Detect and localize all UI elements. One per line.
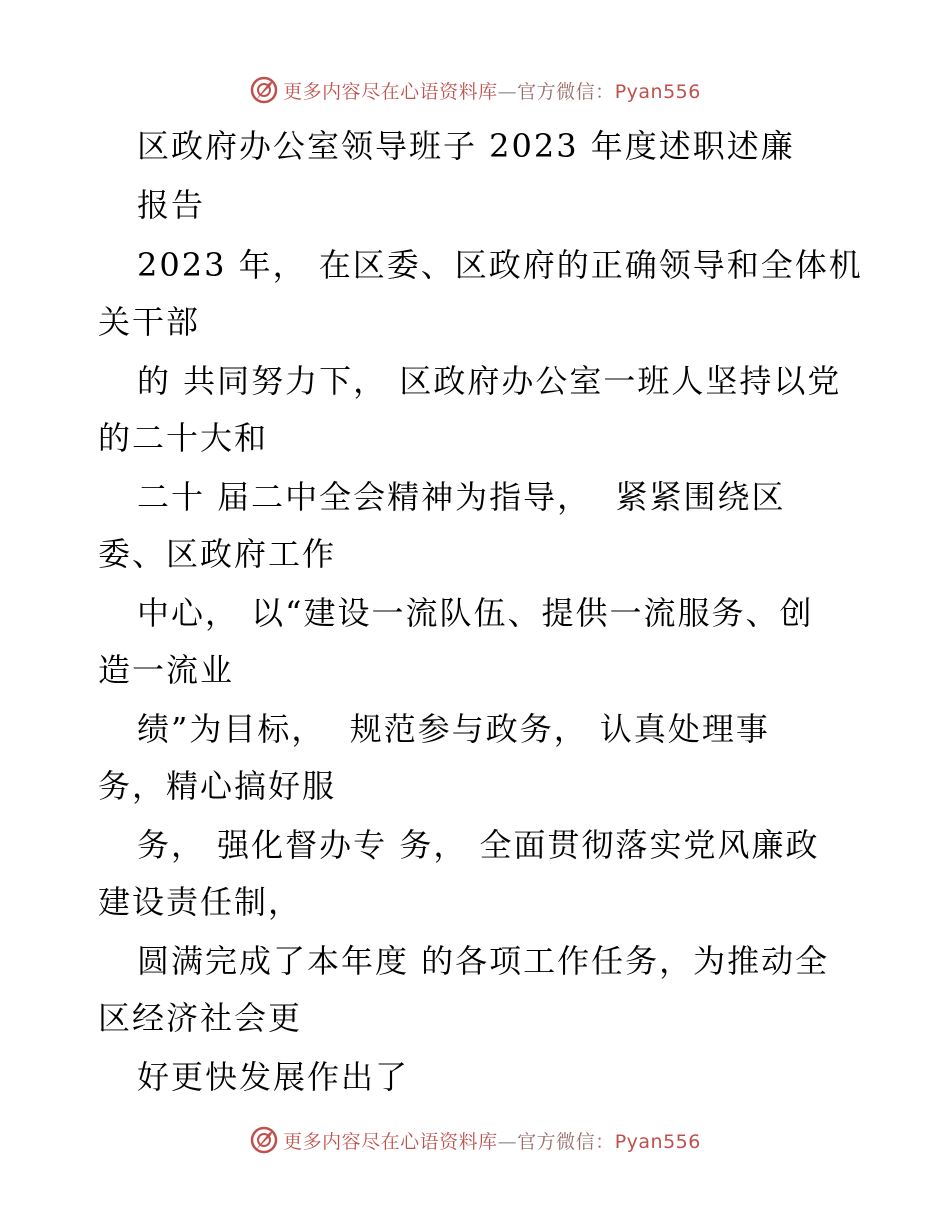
paragraph-line: 务， 强化督办专 务， 全面贯彻落实党风廉政 xyxy=(137,826,820,864)
paragraph-line: 的 共同努力下， 区政府办公室一班人坚持以党 xyxy=(137,362,842,400)
document-title-line-1: 区政府办公室领导班子 2023 年度述职述廉 xyxy=(137,127,795,165)
watermark-text: 更多内容尽在心语资料库—官方微信：Pyan556 xyxy=(283,80,701,103)
paragraph-line: 建设责任制， xyxy=(98,883,303,921)
quill-logo-icon xyxy=(249,75,279,105)
watermark-footer xyxy=(0,1120,950,1160)
document-title-line-2: 报告 xyxy=(137,186,206,224)
paragraph-line: 二十 届二中全会精神为指导， 紧紧围绕区 xyxy=(137,478,786,516)
watermark-header xyxy=(0,70,950,110)
paragraph-line: 造一流业 xyxy=(98,651,235,689)
quill-logo-icon xyxy=(249,1125,279,1155)
watermark-text: 更多内容尽在心语资料库—官方微信：Pyan556 xyxy=(283,1130,701,1153)
paragraph-line: 圆满完成了本年度 的各项工作任务，为推动全 xyxy=(137,942,830,980)
paragraph-line: 区经济社会更 xyxy=(98,999,303,1037)
paragraph-line: 中心， 以“建设一流队伍、提供一流服务、创 xyxy=(137,594,814,632)
paragraph-line: 好更快发展作出了 xyxy=(137,1058,410,1096)
paragraph-line: 委、区政府工作 xyxy=(98,535,337,573)
paragraph-line: 务，精心搞好服 xyxy=(98,767,337,805)
paragraph-line: 绩”为目标， 规范参与政务， 认真处理事 xyxy=(137,710,770,748)
paragraph-line: 2023 年， 在区委、区政府的正确领导和全体机 xyxy=(137,246,863,284)
paragraph-line: 关干部 xyxy=(98,303,201,341)
paragraph-line: 的二十大和 xyxy=(98,419,269,457)
